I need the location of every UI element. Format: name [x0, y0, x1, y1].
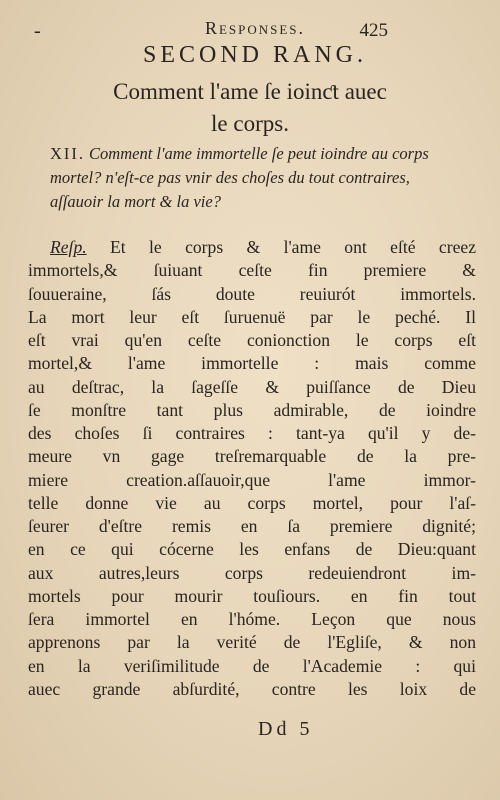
question-text: Comment l'ame immortelle ſe peut ioindre au corps mortel? n'eſt-ce pas vnir des choſes du tout contraires, aſſauoir la mort & la vie? — [50, 144, 429, 211]
page-number: 425 — [359, 20, 388, 41]
response-line: La mort leur eſt ſuruenuë par le peché. Il — [28, 306, 476, 327]
chapter-heading-line-2: le corps. — [211, 111, 289, 136]
response-line: des choſes ſi contraires : tant-ya qu'il y de- — [28, 423, 476, 443]
response-line: meure vn gage treſremarquable de la pre- — [28, 446, 476, 467]
response-line: auec grande abſurdité, contre les loix de — [28, 678, 476, 699]
section-title: SECOND RANG. — [142, 42, 367, 68]
response-line: aux autres,leurs corps redeuiendront im- — [28, 562, 476, 583]
question-paragraph — [50, 142, 466, 214]
response-line: immortels,& ſuiuant ceſte fin premiere & — [28, 260, 476, 281]
response-line: telle donne vie au corps mortel, pour l'aſ- — [28, 492, 476, 513]
response-line: mortels pour mourir touſiours. en fin tout — [28, 585, 476, 606]
response-line: apprenons par la verité de l'Egliſe, & non — [28, 632, 476, 653]
response-line: miere creation.aſſauoir,que l'ame immor- — [28, 469, 476, 490]
response-line: ſe monſtre tant plus admirable, de ioindre — [28, 399, 476, 420]
running-head-title: Responses. — [204, 18, 306, 38]
response-line: au deſtrac, la ſageſſe & puiſſance de Dieu — [28, 376, 476, 397]
response-line: mortel,& l'ame immortelle : mais comme — [28, 353, 476, 374]
running-head-dash: - — [34, 20, 41, 42]
question-number: XII. — [50, 144, 86, 163]
chapter-heading — [40, 76, 460, 140]
response-line — [28, 236, 476, 259]
response-line: ſera immortel en l'hóme. Leçon que nous — [28, 609, 476, 629]
signature-mark: Dd 5 — [258, 718, 314, 740]
response-line: en la veriſimilitude de l'Academie : qui — [28, 655, 476, 676]
running-head — [30, 18, 480, 42]
response-label: Reſp. — [50, 237, 87, 257]
response-line: en ce qui cócerne les enfans de Dieu:quant — [28, 539, 476, 560]
response-line: ſouueraine, ſás doute reuiurót immortels. — [28, 283, 476, 304]
response-line: eſt vrai qu'en ceſte conionction le corps eſt — [28, 330, 476, 350]
response-line-text: Et le corps & l'ame ont eſté creez — [110, 237, 477, 257]
response-line: ſeurer d'eſtre remis en ſa premiere dignité; — [28, 516, 476, 536]
response-paragraph — [28, 236, 476, 701]
chapter-heading-line-1: Comment l'ame ſe ioinƈt auec — [113, 79, 387, 104]
